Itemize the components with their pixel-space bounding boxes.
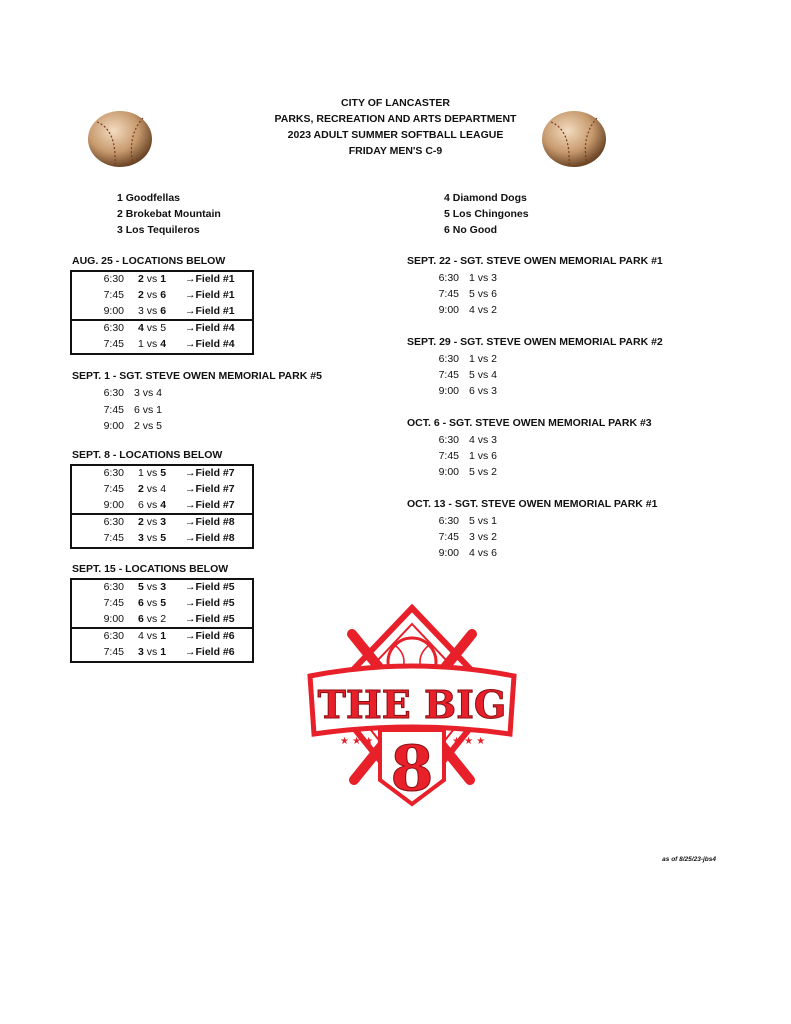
game-matchup: 1 vs 6: [469, 449, 498, 462]
game-matchup: 6 vs 3: [469, 384, 498, 397]
schedule-box-sept8: [70, 464, 254, 549]
game-field: →Field #7: [185, 482, 235, 495]
game-time: 6:30: [103, 467, 124, 479]
game-group: [72, 580, 252, 627]
game-row: [417, 433, 577, 449]
game-field: →Field #6: [185, 646, 235, 659]
game-row: [417, 271, 577, 287]
game-time: 6:30: [103, 516, 124, 529]
game-time: 6:30: [103, 387, 124, 399]
teams-list-left: [117, 190, 221, 238]
game-row: [417, 384, 577, 400]
game-matchup: 5 vs 1: [469, 515, 498, 527]
game-row: [417, 449, 577, 465]
revision-note: as of 8/25/23-jbs4: [662, 856, 716, 863]
game-row: [72, 645, 252, 661]
game-row: [417, 465, 577, 481]
game-row: [72, 498, 252, 514]
league-logo: [300, 604, 525, 810]
game-field: →Field #5: [185, 581, 235, 593]
game-time: 7:45: [438, 287, 459, 300]
game-matchup: 2 vs 3: [138, 516, 167, 529]
logo-title: THE BIG: [317, 682, 507, 727]
game-group: [72, 513, 252, 547]
game-row: [72, 580, 252, 596]
header-department: PARKS, RECREATION AND ARTS DEPARTMENT: [274, 113, 517, 125]
game-time: 9:00: [438, 303, 459, 316]
schedule-box-sept15: [70, 578, 254, 663]
game-time: 6:30: [103, 630, 124, 643]
game-time: 9:00: [103, 304, 124, 317]
game-row: [417, 546, 577, 562]
header-league: 2023 ADULT SUMMER SOFTBALL LEAGUE: [287, 129, 504, 141]
game-matchup: 5 vs 3: [138, 581, 167, 593]
game-row: [417, 368, 577, 384]
svg-text:★ ★ ★: ★ ★ ★: [452, 736, 486, 747]
schedule-list-sept22: [417, 271, 577, 318]
game-group: [72, 466, 252, 513]
game-row: [72, 629, 252, 645]
game-matchup: 3 vs 4: [134, 387, 163, 399]
game-matchup: 1 vs 5: [138, 467, 167, 479]
game-time: 7:45: [103, 338, 124, 351]
game-matchup: 5 vs 4: [469, 368, 498, 381]
softball-icon: [87, 110, 153, 168]
schedule-list-sept1: [82, 385, 242, 435]
game-row: [72, 466, 252, 482]
section-title-sept29: SEPT. 29 - SGT. STEVE OWEN MEMORIAL PARK #2: [407, 336, 663, 348]
game-matchup: 4 vs 2: [469, 303, 498, 316]
game-field: →Field #1: [185, 304, 235, 317]
game-time: 7:45: [103, 646, 124, 659]
game-field: →Field #5: [185, 612, 235, 625]
section-title-sept15: SEPT. 15 - LOCATIONS BELOW: [72, 563, 229, 575]
game-time: 9:00: [103, 498, 124, 511]
game-time: 6:30: [103, 322, 124, 335]
game-row: [72, 272, 252, 288]
game-time: 6:30: [438, 272, 459, 284]
game-matchup: 6 vs 5: [138, 596, 167, 609]
game-field: →Field #7: [185, 467, 235, 479]
game-matchup: 1 vs 2: [469, 353, 498, 365]
game-matchup: 5 vs 6: [469, 287, 498, 300]
game-field: →Field #4: [185, 338, 235, 351]
schedule-list-sept29: [417, 352, 577, 399]
game-field: →Field #1: [185, 273, 235, 285]
game-matchup: 3 vs 2: [469, 530, 498, 543]
game-matchup: 3 vs 6: [138, 304, 167, 317]
game-time: 7:45: [103, 596, 124, 609]
game-row: [72, 612, 252, 628]
game-time: 7:45: [438, 530, 459, 543]
game-matchup: 2 vs 5: [134, 420, 163, 432]
svg-text:★ ★ ★: ★ ★ ★: [340, 736, 374, 747]
game-row: [82, 402, 242, 419]
game-matchup: 4 vs 1: [138, 630, 167, 643]
game-time: 7:45: [103, 482, 124, 495]
game-matchup: 1 vs 3: [469, 272, 498, 284]
game-time: 6:30: [438, 434, 459, 446]
game-matchup: 3 vs 5: [138, 532, 167, 545]
game-field: →Field #8: [185, 532, 235, 545]
game-matchup: 2 vs 4: [138, 482, 167, 495]
section-title-aug25: AUG. 25 - LOCATIONS BELOW: [72, 255, 226, 267]
game-row: [417, 530, 577, 546]
game-time: 6:30: [438, 353, 459, 365]
schedule-box-aug25: [70, 270, 254, 355]
schedule-list-oct13: [417, 514, 577, 561]
game-time: 7:45: [103, 403, 124, 416]
game-row: [72, 515, 252, 531]
section-title-sept8: SEPT. 8 - LOCATIONS BELOW: [72, 449, 223, 461]
game-field: →Field #8: [185, 516, 235, 529]
team-entry: 4 Diamond Dogs: [444, 192, 527, 204]
game-time: 9:00: [438, 465, 459, 478]
game-row: [72, 288, 252, 304]
team-entry: 3 Los Tequileros: [117, 224, 200, 236]
game-time: 7:45: [438, 449, 459, 462]
section-title-sept1: SEPT. 1 - SGT. STEVE OWEN MEMORIAL PARK #5: [72, 370, 322, 382]
game-row: [417, 287, 577, 303]
game-time: 6:30: [103, 273, 124, 285]
game-field: →Field #6: [185, 630, 235, 643]
game-matchup: 3 vs 1: [138, 646, 167, 659]
logo-number: 8: [390, 732, 434, 805]
game-time: 7:45: [438, 368, 459, 381]
game-time: 7:45: [103, 532, 124, 545]
game-row: [72, 482, 252, 498]
team-entry: 6 No Good: [444, 224, 498, 236]
game-row: [72, 337, 252, 353]
teams-list-right: [444, 190, 529, 238]
section-title-oct13: OCT. 13 - SGT. STEVE OWEN MEMORIAL PARK #1: [407, 498, 658, 510]
game-group: [72, 627, 252, 661]
schedule-list-oct6: [417, 433, 577, 480]
game-matchup: 4 vs 6: [469, 546, 498, 559]
team-entry: 2 Brokebat Mountain: [117, 208, 221, 220]
game-time: 9:00: [103, 420, 124, 432]
header-division: FRIDAY MEN'S C-9: [348, 145, 443, 157]
section-title-sept22: SEPT. 22 - SGT. STEVE OWEN MEMORIAL PARK #1: [407, 255, 663, 267]
game-row: [82, 385, 242, 402]
game-matchup: 2 vs 6: [138, 288, 167, 301]
game-matchup: 6 vs 1: [134, 403, 163, 416]
game-time: 6:30: [438, 515, 459, 527]
game-matchup: 4 vs 3: [469, 434, 498, 446]
game-row: [417, 352, 577, 368]
game-group: [72, 272, 252, 319]
game-time: 7:45: [103, 288, 124, 301]
game-row: [72, 531, 252, 547]
game-matchup: 6 vs 2: [138, 612, 167, 625]
game-row: [417, 514, 577, 530]
game-time: 9:00: [438, 546, 459, 559]
game-field: →Field #7: [185, 498, 235, 511]
game-matchup: 4 vs 5: [138, 322, 167, 335]
game-row: [72, 596, 252, 612]
game-time: 9:00: [438, 384, 459, 397]
team-entry: 5 Los Chingones: [444, 208, 529, 220]
header-city: CITY OF LANCASTER: [341, 97, 450, 109]
game-field: →Field #1: [185, 288, 235, 301]
game-matchup: 1 vs 4: [138, 338, 167, 351]
game-matchup: 2 vs 1: [138, 273, 167, 285]
game-field: →Field #4: [185, 322, 235, 335]
game-time: 9:00: [103, 612, 124, 625]
game-row: [82, 418, 242, 435]
game-field: →Field #5: [185, 596, 235, 609]
game-group: [72, 319, 252, 353]
game-time: 6:30: [103, 581, 124, 593]
game-row: [72, 321, 252, 337]
game-matchup: 6 vs 4: [138, 498, 167, 511]
game-row: [72, 304, 252, 320]
section-title-oct6: OCT. 6 - SGT. STEVE OWEN MEMORIAL PARK #3: [407, 417, 652, 429]
game-matchup: 5 vs 2: [469, 465, 498, 478]
softball-icon: [541, 110, 607, 168]
game-row: [417, 303, 577, 319]
team-entry: 1 Goodfellas: [117, 192, 181, 204]
